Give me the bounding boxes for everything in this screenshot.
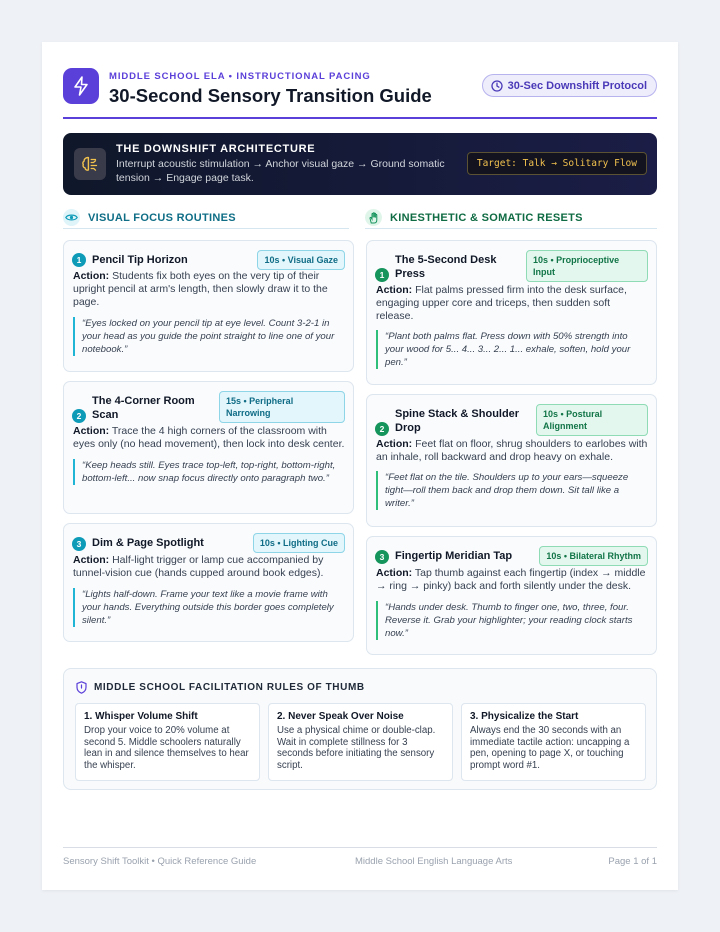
somatic-section-heading bbox=[365, 207, 657, 229]
footer-left: Sensory Shift Toolkit • Quick Reference Guide bbox=[63, 856, 257, 867]
action-label: Action: bbox=[73, 554, 110, 566]
routine-action bbox=[73, 425, 345, 451]
routine-script: “Keep heads still. Eyes trace top-left, top-right, bottom-right, bottom-left... now snap focus directly onto paragraph two.” bbox=[73, 459, 343, 485]
routine-title: The 5-Second Desk Press bbox=[395, 254, 497, 280]
routine-title: Pencil Tip Horizon bbox=[92, 254, 188, 266]
downshift-banner bbox=[63, 133, 657, 195]
routine-action bbox=[376, 567, 648, 593]
clock-icon bbox=[491, 80, 503, 92]
target-label: Target: Talk → Solitary Flow bbox=[467, 152, 647, 175]
duration-tag: 10s • Proprioceptive Input bbox=[526, 250, 648, 282]
visual-card-3 bbox=[63, 523, 354, 642]
brain-icon bbox=[74, 148, 106, 180]
duration-tag: 10s • Lighting Cue bbox=[253, 533, 345, 553]
action-text: Half-light trigger or lamp cue accompanied by tunnel-vision cue (hands cupped around book edges). bbox=[73, 554, 324, 579]
footer-divider bbox=[63, 847, 657, 848]
action-text: Trace the 4 high corners of the classroom with eyes only (no head movement), then lock into desk center. bbox=[73, 425, 345, 450]
routine-script: “Plant both palms flat. Press down with 50% strength into your wood for 5... 4... 3... 2... 1... exhale, soften, hold your pen.” bbox=[376, 330, 646, 369]
action-label: Action: bbox=[376, 284, 413, 296]
protocol-badge bbox=[482, 74, 657, 97]
somatic-card-1 bbox=[366, 240, 657, 385]
somatic-card-2 bbox=[366, 394, 657, 527]
action-label: Action: bbox=[376, 438, 413, 450]
action-text: Feet flat on floor, shrug shoulders to earlobes with an inhale, roll backward and drop heavy on exhale. bbox=[376, 438, 648, 463]
rule-text: Always end the 30 seconds with an immediate tactile action: uncapping a pen, opening to page X, or touching prompt word #1. bbox=[470, 725, 630, 771]
routine-script: “Hands under desk. Thumb to finger one, two, three, four. Reverse it. Grab your highlighter; your reading clock starts now.” bbox=[376, 601, 646, 640]
rule-text: Drop your voice to 20% volume at second 5. Middle schoolers naturally lean in and silence themselves to hear the whisper. bbox=[84, 725, 249, 771]
header-divider bbox=[63, 117, 657, 119]
banner-title: THE DOWNSHIFT ARCHITECTURE bbox=[116, 143, 316, 155]
duration-tag: 10s • Postural Alignment bbox=[536, 404, 648, 436]
routine-title: Dim & Page Spotlight bbox=[92, 537, 204, 549]
page-eyebrow: MIDDLE SCHOOL ELA • INSTRUCTIONAL PACING bbox=[109, 71, 371, 82]
action-text: Tap thumb against each fingertip (index → middle → ring → pinky) back and forth silently under the desk. bbox=[376, 567, 646, 592]
action-text: Students fix both eyes on the very tip of their upright pencil at arm's length, then slowly draw it to the page. bbox=[73, 270, 328, 308]
duration-tag: 10s • Visual Gaze bbox=[257, 250, 345, 270]
step-number: 3 bbox=[375, 550, 389, 564]
page-title: 30-Second Sensory Transition Guide bbox=[109, 85, 432, 106]
visual-section-title: VISUAL FOCUS ROUTINES bbox=[88, 211, 236, 224]
somatic-card-3 bbox=[366, 536, 657, 655]
visual-card-2 bbox=[63, 381, 354, 514]
guide-page bbox=[42, 42, 678, 890]
rule-card bbox=[268, 703, 453, 781]
rule-card bbox=[75, 703, 260, 781]
step-number: 3 bbox=[72, 537, 86, 551]
routine-action bbox=[73, 270, 345, 309]
facilitation-rules bbox=[63, 668, 657, 790]
duration-tag: 10s • Bilateral Rhythm bbox=[539, 546, 648, 566]
routine-script: “Feet flat on the tile. Shoulders up to your ears—squeeze tight—roll them back and drop them down. Sit tall like a writer.” bbox=[376, 471, 646, 510]
routine-title: Fingertip Meridian Tap bbox=[395, 550, 513, 562]
action-label: Action: bbox=[73, 425, 110, 437]
banner-description: Interrupt acoustic stimulation → Anchor visual gaze → Ground somatic tension → Engage page task. bbox=[116, 158, 445, 184]
somatic-section-title: KINESTHETIC & SOMATIC RESETS bbox=[390, 211, 583, 224]
rule-title: 2. Never Speak Over Noise bbox=[277, 711, 404, 722]
action-label: Action: bbox=[73, 270, 110, 282]
routine-action bbox=[73, 554, 345, 580]
step-number: 1 bbox=[375, 268, 389, 282]
duration-tag: 15s • Peripheral Narrowing bbox=[219, 391, 345, 423]
action-text: Flat palms pressed firm into the desk surface, engaging upper core and triceps, then sudden soft release. bbox=[376, 284, 627, 322]
hand-icon bbox=[365, 209, 382, 226]
rule-title: 3. Physicalize the Start bbox=[470, 711, 579, 722]
step-number: 1 bbox=[72, 253, 86, 267]
rule-title: 1. Whisper Volume Shift bbox=[84, 711, 198, 722]
rule-card bbox=[461, 703, 646, 781]
footer-center: Middle School English Language Arts bbox=[355, 856, 513, 867]
rules-title: MIDDLE SCHOOL FACILITATION RULES OF THUMB bbox=[94, 682, 365, 693]
visual-section-heading bbox=[63, 207, 349, 229]
routine-action bbox=[376, 438, 648, 464]
action-label: Action: bbox=[376, 567, 413, 579]
protocol-badge-label: 30-Sec Downshift Protocol bbox=[507, 79, 647, 92]
step-number: 2 bbox=[72, 409, 86, 423]
page-header bbox=[63, 68, 657, 118]
step-number: 2 bbox=[375, 422, 389, 436]
routine-action bbox=[376, 284, 648, 323]
routine-script: “Eyes locked on your pencil tip at eye level. Count 3-2-1 in your head as you guide the point straight to line one of your notebook.” bbox=[73, 317, 343, 356]
lightning-bolt-icon bbox=[63, 68, 99, 104]
page-number: Page 1 of 1 bbox=[608, 856, 657, 867]
shield-icon bbox=[76, 681, 87, 694]
eye-icon bbox=[63, 209, 80, 226]
rule-text: Use a physical chime or double-clap. Wait in complete stillness for 3 seconds before initiating the sensory script. bbox=[277, 725, 436, 771]
routine-script: “Lights half-down. Frame your text like a movie frame with your hands. Everything outside this border goes completely silent.” bbox=[73, 588, 343, 627]
routine-title: Spine Stack & Shoulder Drop bbox=[395, 408, 520, 434]
routine-title: The 4-Corner Room Scan bbox=[92, 395, 195, 421]
visual-card-1 bbox=[63, 240, 354, 372]
